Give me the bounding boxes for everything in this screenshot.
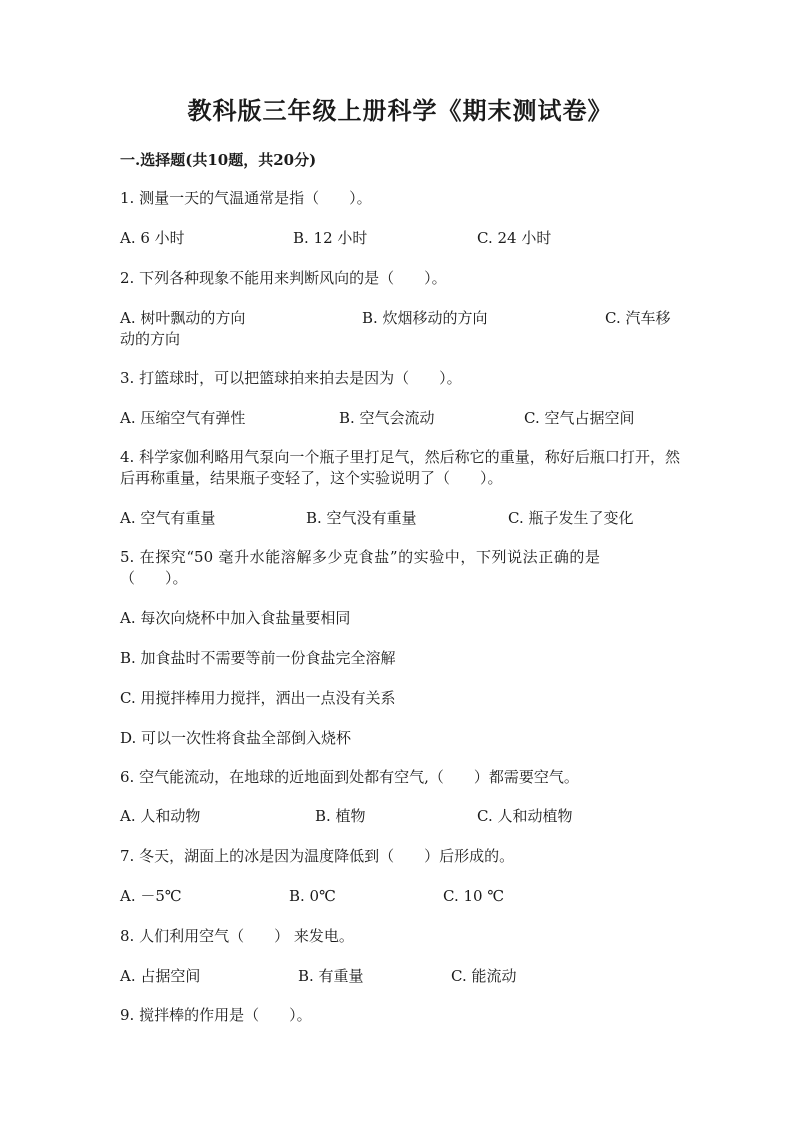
- question-8-option-b: B. 有重量: [298, 967, 364, 985]
- question-3-option-b: B. 空气会流动: [339, 409, 435, 427]
- question-5-option-a: A. 每次向烧杯中加入食盐量要相同: [120, 609, 351, 627]
- question-5-stem: 5. 在探究“50 毫升水能溶解多少克食盐”的实验中，下列说法正确的是（ ）。: [120, 548, 600, 587]
- question-8-option-c: C. 能流动: [451, 967, 517, 985]
- question-7-option-c: C. 10 ℃: [443, 887, 505, 905]
- question-2-option-b: B. 炊烟移动的方向: [362, 309, 488, 327]
- question-4-option-a: A. 空气有重量: [120, 509, 216, 527]
- question-1-option-a: A. 6 小时: [120, 229, 185, 247]
- question-1-option-c: C. 24 小时: [477, 229, 552, 247]
- section-heading: 一.选择题(共10题，共20分): [120, 151, 317, 169]
- question-5-option-c: C. 用搅拌棒用力搅拌，洒出一点没有关系: [120, 689, 396, 707]
- question-1-option-b: B. 12 小时: [293, 229, 368, 247]
- question-6-stem: 6. 空气能流动，在地球的近地面到处都有空气,（ ）都需要空气。: [120, 768, 579, 786]
- question-5-option-d: D. 可以一次性将食盐全部倒入烧杯: [120, 729, 352, 747]
- question-4-option-b: B. 空气没有重量: [306, 509, 417, 527]
- question-4-stem: 4. 科学家伽利略用气泵向一个瓶子里打足气，然后称它的重量，称好后瓶口打开，然后再称重量，结果瓶子变轻了，这个实验说明了（ ）。: [120, 448, 680, 487]
- question-2-stem: 2. 下列各种现象不能用来判断风向的是（ ）。: [120, 269, 447, 287]
- question-6-option-c: C. 人和动植物: [477, 807, 573, 825]
- question-9-stem: 9. 搅拌棒的作用是（ ）。: [120, 1006, 312, 1024]
- question-3-option-c: C. 空气占据空间: [524, 409, 635, 427]
- question-2-option-c-continued: 动的方向: [120, 330, 181, 348]
- question-6-option-a: A. 人和动物: [120, 807, 201, 825]
- question-7-option-a: A. －5℃: [120, 887, 182, 905]
- question-7-stem: 7. 冬天，湖面上的冰是因为温度降低到（ ）后形成的。: [120, 847, 515, 865]
- question-3-stem: 3. 打篮球时，可以把篮球拍来拍去是因为（ ）。: [120, 369, 462, 387]
- question-5-option-b: B. 加食盐时不需要等前一份食盐完全溶解: [120, 649, 396, 667]
- question-6-option-b: B. 植物: [315, 807, 366, 825]
- question-8-stem: 8. 人们利用空气（ ） 来发电。: [120, 927, 354, 945]
- page-title: 教科版三年级上册科学《期末测试卷》: [187, 96, 613, 125]
- question-2-option-a: A. 树叶飘动的方向: [120, 309, 246, 327]
- question-2-option-c: C. 汽车移: [605, 309, 671, 327]
- question-4-option-c: C. 瓶子发生了变化: [508, 509, 634, 527]
- question-3-option-a: A. 压缩空气有弹性: [120, 409, 246, 427]
- question-8-option-a: A. 占据空间: [120, 967, 201, 985]
- question-1-stem: 1. 测量一天的气温通常是指（ ）。: [120, 189, 372, 207]
- question-7-option-b: B. 0℃: [289, 887, 336, 905]
